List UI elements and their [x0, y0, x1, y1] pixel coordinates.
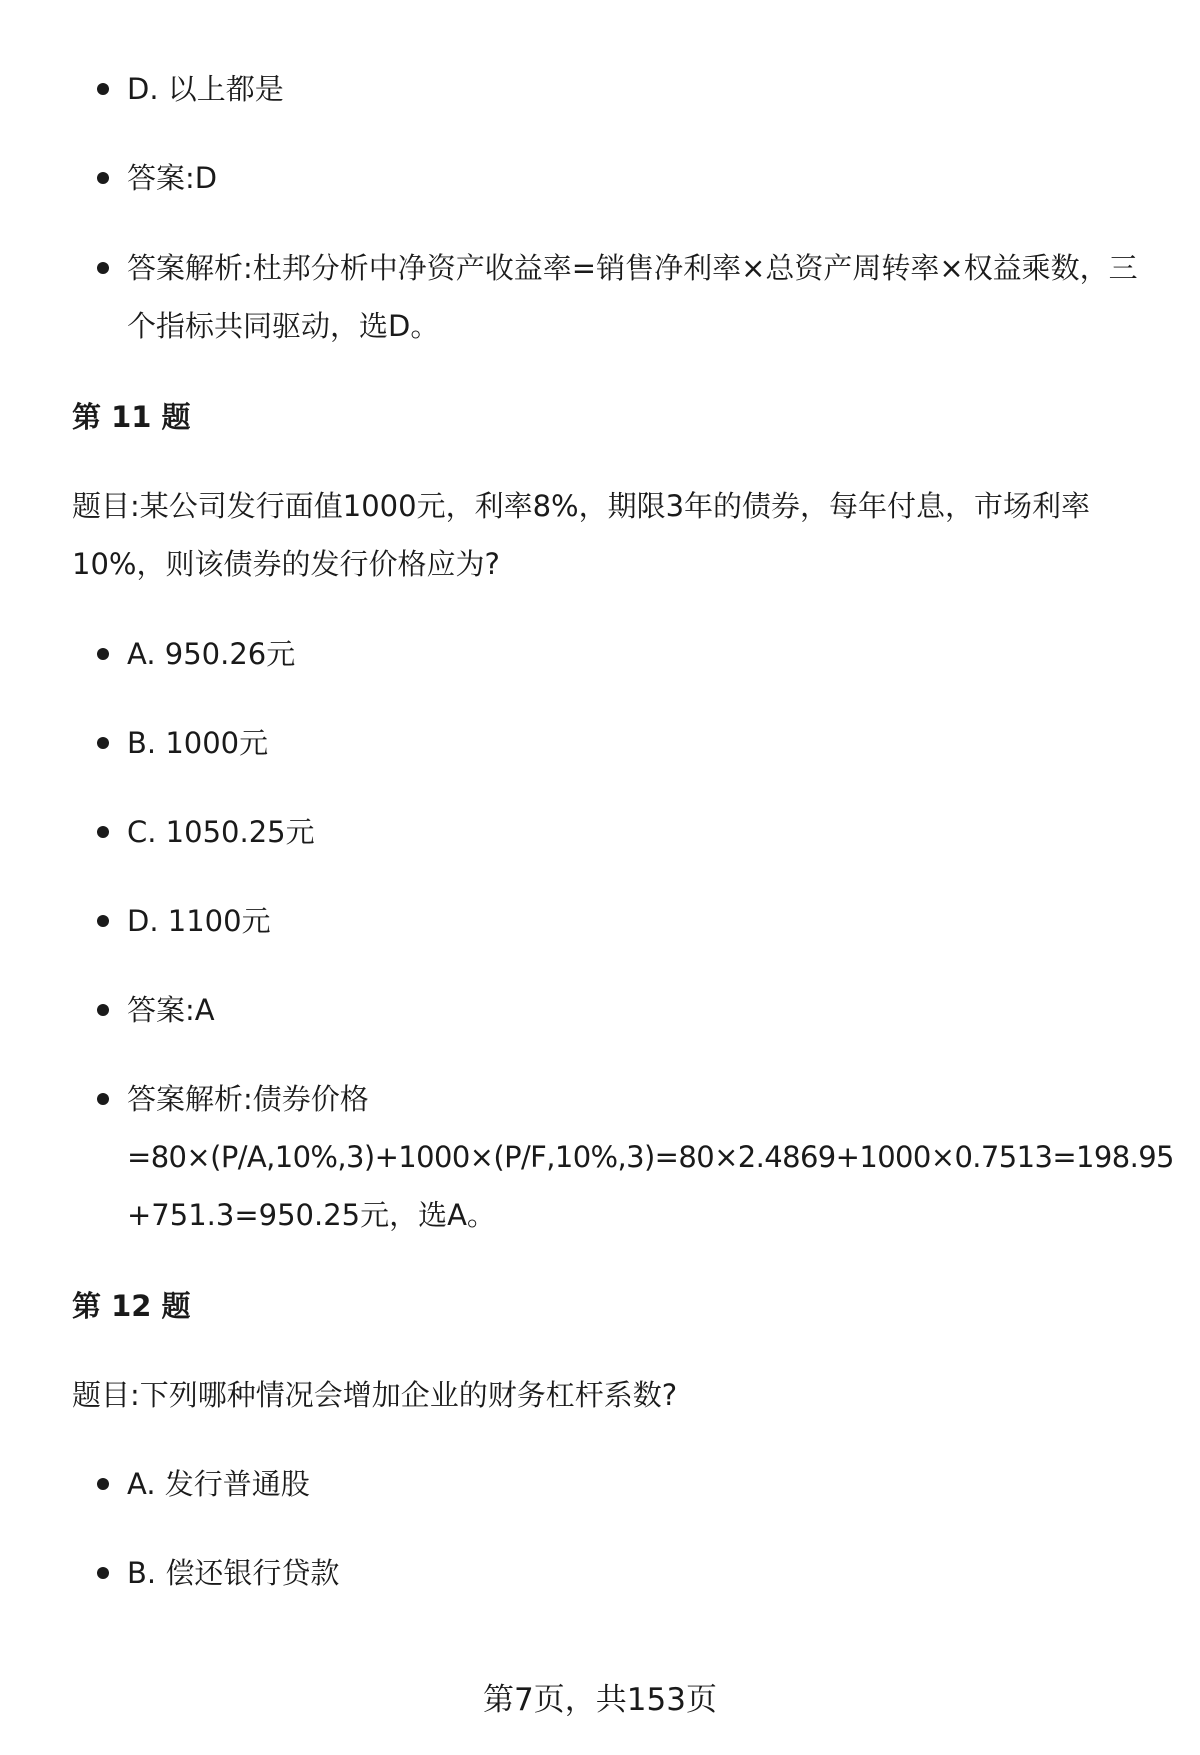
q12-question: 题目:下列哪种情况会增加企业的财务杠杆系数?: [72, 1378, 678, 1412]
q10-option-d: D. 以上都是: [127, 72, 284, 106]
bullet-dot: [97, 826, 109, 838]
q12-option-b: B. 偿还银行贷款: [127, 1556, 340, 1590]
q11-option-a: A. 950.26元: [127, 637, 296, 671]
q12-heading: 第 12 题: [72, 1289, 191, 1323]
bullet-dot: [97, 83, 109, 95]
bullet-dot: [97, 1567, 109, 1579]
bullet-dot: [97, 262, 109, 274]
bullet-dot: [97, 1004, 109, 1016]
q11-heading: 第 11 题: [72, 400, 191, 434]
q11-explanation-line2: =80×(P/A,10%,3)+1000×(P/F,10%,3)=80×2.4869+1000×0.7513=198.95: [127, 1140, 1174, 1174]
q10-explanation-line1: 答案解析:杜邦分析中净资产收益率=销售净利率×总资产周转率×权益乘数，三: [127, 251, 1138, 285]
bullet-dot: [97, 648, 109, 660]
q12-option-a: A. 发行普通股: [127, 1467, 310, 1501]
q11-option-d: D. 1100元: [127, 904, 271, 938]
q10-answer: 答案:D: [127, 161, 218, 195]
q11-option-b: B. 1000元: [127, 726, 269, 760]
page-number-footer: 第7页，共153页: [483, 1682, 717, 1718]
q11-question-line1: 题目:某公司发行面值1000元，利率8%，期限3年的债券，每年付息，市场利率: [72, 489, 1091, 523]
q11-explanation-line1: 答案解析:债券价格: [127, 1082, 369, 1116]
bullet-dot: [97, 172, 109, 184]
q10-explanation-line2: 个指标共同驱动，选D。: [127, 309, 440, 343]
q11-option-c: C. 1050.25元: [127, 815, 315, 849]
q11-question-line2: 10%，则该债券的发行价格应为?: [72, 547, 500, 581]
q11-explanation-line3: +751.3=950.25元，选A。: [127, 1198, 496, 1232]
bullet-dot: [97, 915, 109, 927]
q11-answer: 答案:A: [127, 993, 215, 1027]
bullet-dot: [97, 1478, 109, 1490]
bullet-dot: [97, 737, 109, 749]
bullet-dot: [97, 1093, 109, 1105]
